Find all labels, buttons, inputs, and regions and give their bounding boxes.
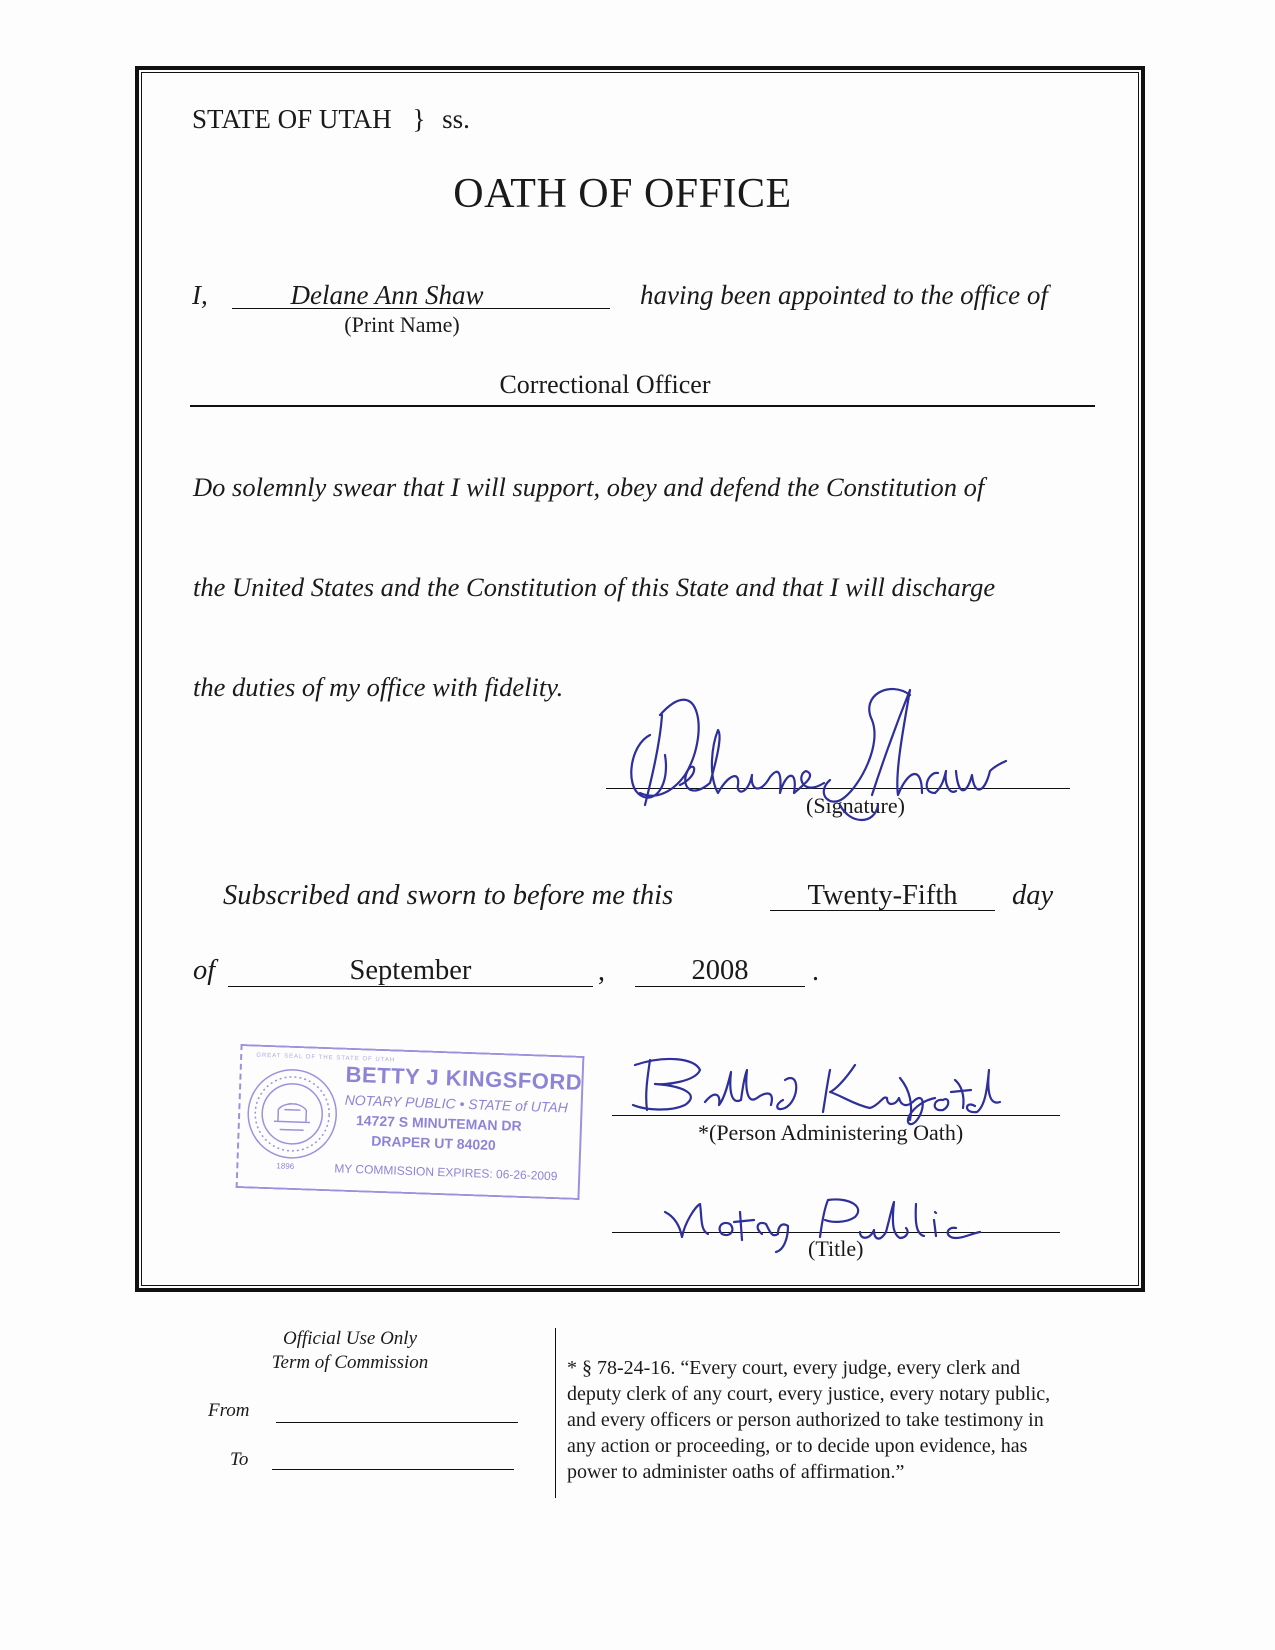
from-label: From [208, 1400, 250, 1421]
oath-line-1: Do solemnly swear that I will support, obey and defend the Constitution of [193, 472, 985, 502]
section-divider [555, 1328, 556, 1498]
month-line [228, 986, 593, 987]
stamp-line4: DRAPER UT 84020 [371, 1132, 497, 1154]
stamp-name: BETTY J KINGSFORD [345, 1061, 583, 1095]
office-line [190, 405, 1095, 407]
print-name-value: Delane Ann Shaw [290, 280, 484, 310]
term-of-commission-label: Term of Commission [271, 1352, 429, 1373]
month-value: September [349, 955, 472, 986]
to-label: To [230, 1449, 249, 1470]
footnote-line-2: deputy clerk of any court, every justice, every notary public, [567, 1383, 1051, 1405]
date-comma: , [598, 956, 605, 987]
administrator-caption: *(Person Administering Oath) [698, 1120, 964, 1145]
office-value: Correctional Officer [499, 370, 711, 399]
day-value: Twenty-Fifth [807, 880, 958, 911]
to-field[interactable] [272, 1469, 514, 1470]
applicant-signature [610, 675, 1070, 835]
day-line [770, 910, 995, 911]
date-period: . [812, 956, 819, 987]
ss-label: ss. [442, 104, 470, 134]
stamp-seal-text: GREAT SEAL OF THE STATE OF UTAH [256, 1052, 396, 1064]
sworn-text: Subscribed and sworn to before me this [223, 880, 674, 911]
state-seal-icon [243, 1064, 342, 1163]
stamp-line2: NOTARY PUBLIC • STATE of UTAH [344, 1091, 569, 1116]
notary-stamp [236, 1044, 585, 1200]
year-value: 2008 [691, 955, 749, 986]
from-field[interactable] [276, 1422, 518, 1423]
footnote-line-5: power to administer oaths of affirmation.” [567, 1461, 905, 1483]
footnote-line-4: any action or proceeding, or to decide upon evidence, has [567, 1435, 1028, 1457]
of-label: of [193, 955, 216, 986]
appointment-connector: having been appointed to the office of [640, 280, 1048, 310]
signature-caption: (Signature) [806, 793, 905, 818]
print-name-caption: (Print Name) [344, 312, 460, 337]
official-use-title: Official Use Only [282, 1328, 418, 1349]
notary-title-handwritten [660, 1192, 1020, 1252]
document-title: OATH OF OFFICE [453, 171, 792, 217]
stamp-line3: 14727 S MINUTEMAN DR [355, 1112, 522, 1134]
administrator-signature [625, 1050, 1045, 1130]
day-label: day [1012, 880, 1054, 911]
print-name-line [232, 308, 610, 309]
prefix-i: I, [192, 280, 208, 310]
state-label: STATE OF UTAH [192, 104, 392, 134]
stamp-seal-year: 1896 [276, 1161, 295, 1171]
footnote-line-3: and every officers or person authorized to take testimony in [567, 1409, 1044, 1431]
venue-header [192, 104, 470, 135]
title-caption: (Title) [808, 1236, 864, 1261]
brace-symbol: } [412, 104, 426, 134]
oath-line-3: the duties of my office with fidelity. [193, 672, 564, 702]
footnote [567, 1355, 1050, 1485]
oath-line-2: the United States and the Constitution of this State and that I will discharge [193, 572, 996, 602]
stamp-expiry: MY COMMISSION EXPIRES: 06-26-2009 [334, 1161, 558, 1184]
year-line [635, 986, 805, 987]
footnote-line-1: * § 78-24-16. “Every court, every judge, every clerk and [567, 1357, 1021, 1379]
